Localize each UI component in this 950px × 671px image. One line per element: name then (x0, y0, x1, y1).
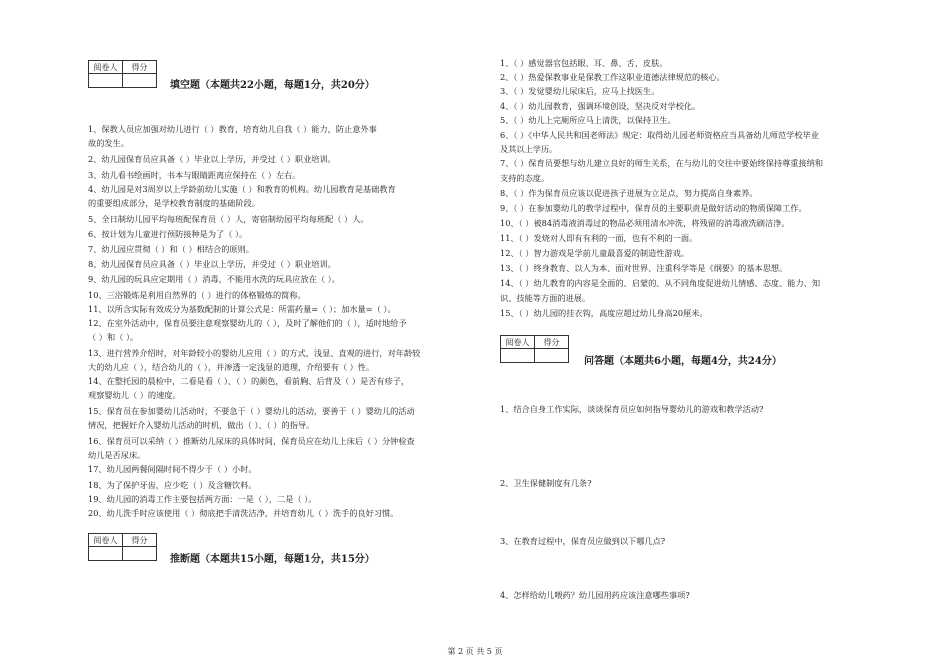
fill-question-line: 13、进行营养介绍时，对年龄较小的婴幼儿应用（ ）的方式，浅显、直观的进行，对年龄较 (88, 348, 421, 358)
qa-question-line: 4、怎样给幼儿喂药？幼儿园用药应该注意哪些事项? (500, 590, 690, 600)
judge-question-line: 识、技能等方面的进展。 (500, 293, 591, 303)
fill-question-line: 5、全日制幼儿园平均每班配保育员（ ）人，寄宿制幼园平均每班配（ ）人。 (88, 214, 369, 224)
judge-question-line: 2、（ ）热爱保教事业是保教工作这职业道德法律规范的核心。 (500, 72, 725, 82)
fill-question-line: 故的发生。 (88, 138, 129, 148)
fill-question-line: 3、幼儿看书绘画时，书本与眼睛距离应保持在（ ）左右。 (88, 170, 301, 180)
judge-question-line: 7、（ ）保育员要想与幼儿建立良好的师生关系，在与幼儿的交往中要始终保持尊重接纳和 (500, 158, 824, 168)
score-box-reviewer-cell[interactable] (501, 349, 535, 363)
score-box-reviewer-cell[interactable] (89, 547, 123, 561)
judge-question-line: 及其以上学历。 (500, 144, 558, 154)
fill-question-line: 16、保育员可以采纳（ ）推断幼儿尿床的具体时间，保育员应在幼儿上床后（ ）分钟检查 (88, 436, 415, 446)
fill-question-line: 10、三浴锻炼是利用自然界的（ ）进行的体格锻炼的简称。 (88, 290, 306, 300)
judge-question-line: 10、（ ）被84消毒液消毒过的物品必须用清水冲洗，将残留的消毒液洗刷洁净。 (500, 218, 790, 228)
fill-section-title: 填空题（本题共22小题，每题1分，共20分） (170, 80, 375, 91)
fill-question-line: 4、幼儿园是对3周岁以上学龄前幼儿实施（ ）和教育的机构。幼儿园教育是基础教育 (88, 184, 396, 194)
judge-question-line: 9、（ ）在参加婴幼儿的教学过程中，保育员的主要职责是做好活动的物质保障工作。 (500, 203, 807, 213)
fill-question-line: 7、幼儿园应贯彻（ ）和（ ）相结合的原则。 (88, 244, 254, 254)
fill-question-line: 18、为了保护牙齿，应少吃（ ）及含糖饮料。 (88, 480, 257, 490)
score-box-score-cell[interactable] (535, 349, 569, 363)
score-box-qa (500, 335, 569, 363)
judge-question-line: 4、（ ）幼儿园教育，强调环境创设，坚决反对学校化。 (500, 101, 701, 111)
judge-question-line: 12、（ ）智力游戏是学前儿童最喜爱的制造性游戏。 (500, 248, 690, 258)
fill-question-line: 14、在整托园的晨检中，二看是看（ ）、（ ）的颜色，看前胸、后背及（ ）是否有疹子， (88, 376, 410, 386)
fill-question-line: 9、幼儿园的玩具应定期用（ ）消毒，不能用水洗的玩具应放在（ ）。 (88, 274, 340, 284)
fill-question-line: 1、保教人员应加强对幼儿进行（ ）教育，培育幼儿自我（ ）能力，防止意外事 (88, 124, 377, 134)
score-box-score-cell[interactable] (123, 74, 157, 88)
fill-question-line: 15、保育员在参加婴幼儿活动时，不要急于（ ）婴幼儿的活动，要善于（ ）婴幼儿的活动 (88, 406, 415, 416)
judge-question-line: 14、（ ）幼儿教育的内容是全面的、启蒙的、从不同角度促进幼儿情感、态度、能力、知 (500, 278, 821, 288)
judge-question-line: 13、（ ）终身教育、以人为本、面对世界、注重科学等是《纲要》的基本思想。 (500, 263, 788, 273)
fill-question-line: 2、幼儿园保育员应具备（ ）毕业以上学历，并受过（ ）职业培训。 (88, 154, 336, 164)
qa-question-line: 3、在教育过程中，保育员应做到以下哪几点? (500, 536, 666, 546)
fill-question-line: 19、幼儿园的消毒工作主要包括两方面：一是（ ），二是（ ）。 (88, 494, 317, 504)
judge-question-line: 8、（ ）作为保育员应该以促进孩子进展为立足点，努力提高自身素养。 (500, 188, 758, 198)
score-box-score-label: 得分 (123, 534, 157, 547)
judge-question-line: 支持的态度。 (500, 173, 550, 183)
page-footer: 第 2 页 共 5 页 (447, 647, 503, 656)
score-box-score-label: 得分 (123, 61, 157, 74)
qa-question-line: 2、卫生保健制度有几条? (500, 478, 592, 488)
judge-question-line: 6、（ ）《中华人民共和国老师法》规定：取得幼儿园老师资格应当具备幼儿师范学校毕业 (500, 130, 819, 140)
fill-question-line: 情况，把握好介入婴幼儿活动的时机，做出（ ）、（ ）的指导。 (88, 420, 315, 430)
score-box-reviewer-label: 阅卷人 (89, 534, 123, 547)
judge-question-line: 5、（ ）幼儿上完厕所应马上清洗，以保持卫生。 (500, 115, 676, 125)
score-box-reviewer-cell[interactable] (89, 74, 123, 88)
fill-question-line: 观察婴幼儿（ ）的速度。 (88, 390, 181, 400)
score-box-score-label: 得分 (535, 336, 569, 349)
fill-question-line: 6、按计划为儿童进行预防接种是为了（ ）。 (88, 229, 248, 239)
qa-section-title: 问答题（本题共6小题，每题4分，共24分） (584, 356, 782, 367)
fill-question-line: 11、以所含实际有效成分为基数配制的计算公式是：所需药量=（ ）；加水量=（ ）。 (88, 304, 396, 314)
score-box-reviewer-label: 阅卷人 (89, 61, 123, 74)
judge-question-line: 15、（ ）幼儿园的挂衣钩，高度应超过幼儿身高20厘米。 (500, 308, 708, 318)
fill-question-line: 幼儿是否尿床。 (88, 450, 146, 460)
judge-question-line: 3、（ ）发觉婴幼儿尿床后，应马上找医生。 (500, 86, 660, 96)
fill-question-line: 的重要组成部分，是学校教育制度的基础阶段。 (88, 198, 260, 208)
score-box-score-cell[interactable] (123, 547, 157, 561)
fill-question-line: 大的幼儿应（ ），结合幼儿的（ ），并渗透一定浅显的道理，介绍要有（ ）性。 (88, 362, 375, 372)
fill-question-line: 12、在室外活动中，保育员要注意观察婴幼儿的（ ），及时了解他们的（ ），适时地给予 (88, 318, 407, 328)
qa-question-line: 1、结合自身工作实际，谈谈保育员应如何指导婴幼儿的游戏和教学活动? (500, 404, 764, 414)
score-box-fill (88, 60, 157, 88)
score-box-judge (88, 533, 157, 561)
fill-question-line: （ ）和（ ）。 (88, 332, 139, 342)
judge-question-line: 11、（ ）发烧对人即有有利的一面，也有不利的一面。 (500, 233, 698, 243)
fill-question-line: 17、幼儿园两餐间隔时间不得少于（ ）小时。 (88, 464, 257, 474)
judge-section-title: 推断题（本题共15小题，每题1分，共15分） (170, 554, 375, 565)
fill-question-line: 20、幼儿洗手时应该使用（ ）彻底把手清洗洁净，并培育幼儿（ ）洗手的良好习惯。 (88, 508, 399, 518)
score-box-reviewer-label: 阅卷人 (501, 336, 535, 349)
judge-question-line: 1、（ ）感觉器官包括眼、耳、鼻、舌、皮肤。 (500, 58, 668, 68)
fill-question-line: 8、幼儿园保育员应具备（ ）毕业以上学历，并受过（ ）职业培训。 (88, 259, 336, 269)
